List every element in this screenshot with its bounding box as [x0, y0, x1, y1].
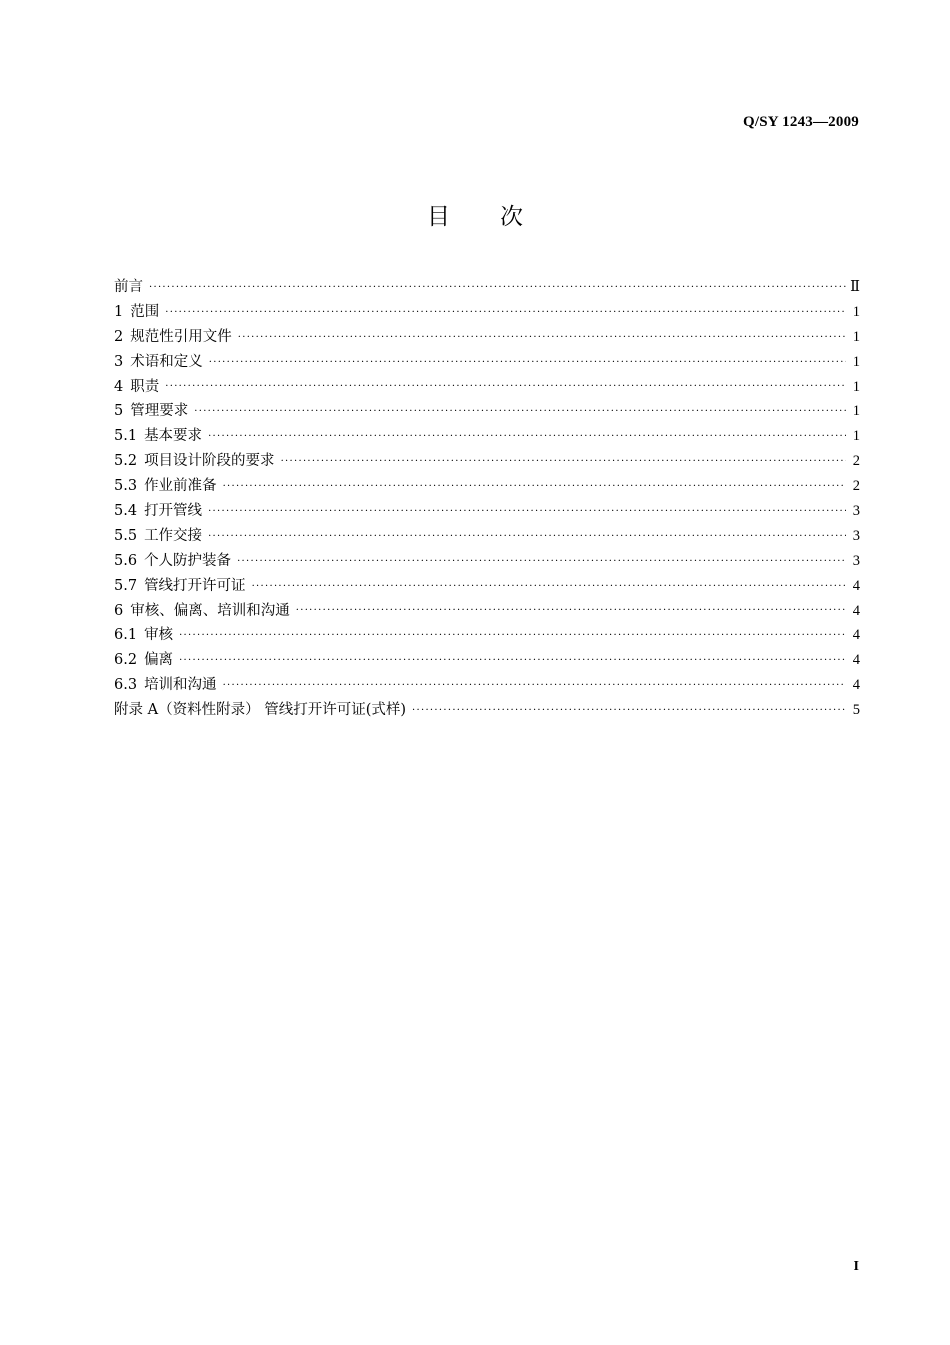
toc-entry-label — [114, 474, 223, 499]
toc-entry-5-7[interactable] — [114, 574, 860, 599]
toc-entry-number: 5 — [114, 403, 124, 420]
toc-entry-label — [114, 449, 281, 474]
toc-leader-dots — [412, 699, 846, 723]
toc-entry-label — [114, 325, 238, 350]
toc-entry-5-3[interactable] — [114, 474, 860, 499]
toc-entry-page: 1 — [852, 328, 860, 345]
toc-entry-5-2[interactable] — [114, 449, 860, 474]
toc-entry-text: 规范性引用文件 — [130, 328, 232, 345]
toc-entry-text: 管线打开许可证 — [144, 577, 246, 594]
page-number: I — [853, 1259, 859, 1274]
toc-leader-dots — [165, 375, 846, 399]
toc-entry-page: 1 — [852, 353, 860, 370]
toc-leader-dots — [296, 599, 846, 623]
toc-leader-dots — [149, 276, 846, 300]
toc-entry-page: 2 — [852, 478, 860, 495]
toc-entry-5-1[interactable] — [114, 424, 860, 449]
toc-entry-number: 5.7 — [114, 577, 138, 594]
toc-leader-dots — [165, 301, 846, 325]
toc-entry-label — [114, 524, 208, 549]
toc-entry-text: 项目设计阶段的要求 — [144, 453, 275, 470]
toc-entry-label — [114, 350, 209, 375]
toc-leader-dots — [179, 624, 846, 648]
toc-title-char-2: 次 — [500, 204, 523, 230]
toc-entry-label — [114, 375, 165, 400]
toc-entry-text: 个人防护装备 — [144, 552, 232, 569]
toc-entry-number: 5.1 — [114, 428, 138, 445]
toc-entry-text: 基本要求 — [144, 428, 203, 445]
toc-entry-5[interactable] — [114, 399, 860, 424]
toc-entry-page: 4 — [852, 627, 860, 644]
toc-leader-dots — [194, 400, 846, 424]
toc-entry-text: 作业前准备 — [144, 478, 217, 495]
toc-entry-page: 1 — [852, 303, 860, 320]
toc-entry-page: 4 — [852, 677, 860, 694]
toc-entry-5-5[interactable] — [114, 524, 860, 549]
toc-entry-number: 1 — [114, 303, 124, 320]
toc-entry-appendix-a[interactable] — [114, 698, 860, 723]
toc-entry-label — [114, 549, 237, 574]
toc-entry-text: 术语和定义 — [130, 353, 203, 370]
toc-entry-5-6[interactable] — [114, 549, 860, 574]
toc-entry-page: 4 — [852, 652, 860, 669]
toc-leader-dots — [208, 425, 846, 449]
toc-entry-label — [114, 300, 165, 325]
toc-entry-number: 3 — [114, 353, 124, 370]
toc-leader-dots — [223, 475, 846, 499]
toc-entry-page: 3 — [852, 503, 860, 519]
toc-entry-page: 2 — [852, 453, 860, 470]
toc-title-char-1: 目 — [427, 204, 450, 230]
toc-entry-6-2[interactable] — [114, 648, 860, 673]
toc-entry-label — [114, 399, 194, 424]
toc-entry-number: 6.2 — [114, 652, 138, 669]
toc-entry-label — [114, 499, 208, 524]
toc-leader-dots — [281, 450, 846, 474]
toc-entry-text: 培训和沟通 — [144, 677, 217, 694]
toc-entry-3[interactable] — [114, 350, 860, 375]
toc-entry-number: 6.1 — [114, 627, 138, 644]
toc-entry-page: 5 — [852, 702, 860, 719]
toc-leader-dots — [223, 674, 846, 698]
toc-entry-number: 5.5 — [114, 527, 138, 544]
toc-entry-6-3[interactable] — [114, 673, 860, 698]
toc-entry-number: 6.3 — [114, 677, 138, 694]
toc-title — [0, 198, 950, 231]
toc-entry-number: 5.4 — [114, 503, 138, 519]
toc-entry-page: 1 — [852, 403, 860, 420]
toc-entry-label — [114, 424, 208, 449]
toc-entry-text: 打开管线 — [144, 503, 203, 519]
toc-entry-number: 5.3 — [114, 478, 138, 495]
toc-leader-dots — [208, 525, 846, 549]
toc-entry-5-4[interactable] — [114, 499, 860, 524]
toc-entry-number: 5.6 — [114, 552, 138, 569]
toc-list — [114, 275, 860, 723]
standard-code: Q/SY 1243—2009 — [742, 114, 859, 130]
toc-entry-text: 审核、偏离、培训和沟通 — [130, 602, 290, 619]
toc-entry-6[interactable] — [114, 599, 860, 624]
toc-entry-text: 管理要求 — [130, 403, 189, 420]
toc-entry-page: 3 — [852, 552, 860, 569]
toc-entry-number: 6 — [114, 602, 124, 619]
toc-entry-number: 2 — [114, 328, 124, 345]
toc-entry-label — [114, 698, 412, 723]
toc-entry-label — [114, 648, 179, 673]
toc-entry-text: 审核 — [144, 627, 174, 644]
toc-entry-preface[interactable] — [114, 275, 860, 300]
toc-leader-dots — [252, 575, 846, 599]
toc-entry-number: 5.2 — [114, 453, 138, 470]
toc-entry-number: 4 — [114, 378, 124, 395]
toc-entry-label — [114, 599, 296, 624]
toc-leader-dots — [238, 326, 846, 350]
toc-entry-text: 偏离 — [144, 652, 174, 669]
toc-leader-dots — [209, 351, 846, 375]
toc-entry-text: 范围 — [130, 303, 160, 320]
toc-entry-label — [114, 574, 252, 599]
toc-entry-label — [114, 623, 179, 648]
toc-entry-4[interactable] — [114, 375, 860, 400]
toc-entry-page: 4 — [852, 602, 860, 619]
toc-entry-6-1[interactable] — [114, 623, 860, 648]
toc-leader-dots — [237, 550, 846, 574]
toc-leader-dots — [179, 649, 846, 673]
toc-entry-text: 附录 A（资料性附录） 管线打开许可证(式样) — [114, 702, 407, 719]
toc-entry-label — [114, 275, 149, 300]
toc-entry-text: 前言 — [114, 278, 143, 295]
toc-entry-page: Ⅱ — [850, 278, 860, 295]
toc-leader-dots — [208, 500, 846, 524]
toc-entry-page: 1 — [852, 378, 860, 395]
toc-entry-page: 4 — [852, 577, 860, 594]
toc-entry-page: 1 — [852, 428, 860, 445]
toc-entry-text: 职责 — [130, 378, 160, 395]
toc-entry-page: 3 — [852, 527, 860, 544]
toc-entry-1[interactable] — [114, 300, 860, 325]
toc-entry-text: 工作交接 — [144, 527, 203, 544]
toc-entry-2[interactable] — [114, 325, 860, 350]
toc-entry-label — [114, 673, 223, 698]
